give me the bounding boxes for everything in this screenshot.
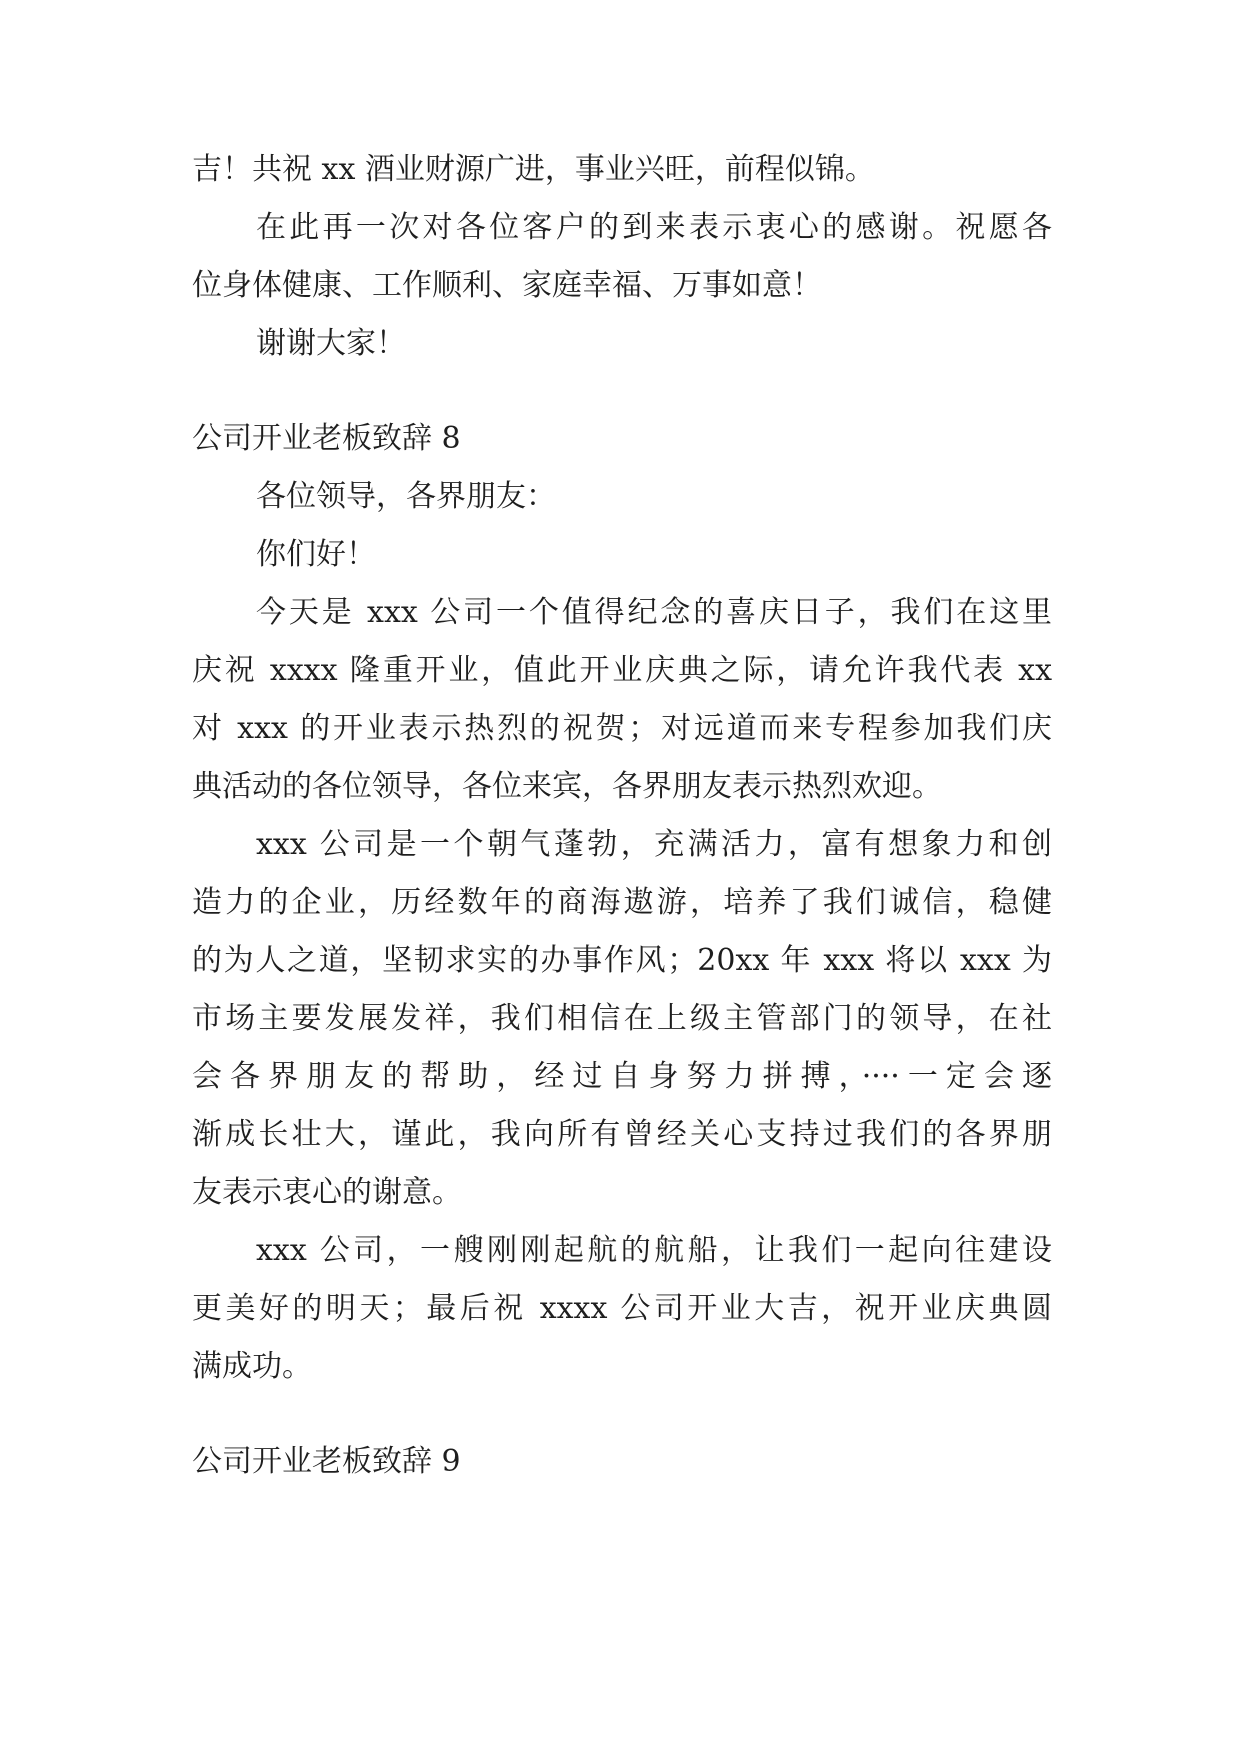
text-line: 在此再一次对各位客户的到来表示衷心的感谢。祝愿各	[256, 210, 1052, 245]
text-line: 各位领导，各界朋友：	[256, 479, 556, 514]
text-line: xxx 公司是一个朝气蓬勃，充满活力，富有想象力和创	[256, 827, 1052, 862]
text-line: 你们好！	[256, 537, 376, 572]
section-heading: 公司开业老板致辞 9	[192, 1444, 461, 1479]
text-line: 的为人之道，坚韧求实的办事作风；20xx 年 xxx 将以 xxx 为	[192, 943, 1052, 978]
section-heading: 公司开业老板致辞 8	[192, 421, 461, 456]
text-line: 更美好的明天；最后祝 xxxx 公司开业大吉，祝开业庆典圆	[192, 1291, 1052, 1326]
text-line: 今天是 xxx 公司一个值得纪念的喜庆日子，我们在这里	[256, 595, 1052, 630]
text-line: 友表示衷心的谢意。	[192, 1175, 462, 1210]
text-line: 位身体健康、工作顺利、家庭幸福、万事如意！	[192, 268, 822, 303]
text-line: 谢谢大家！	[256, 326, 406, 361]
text-line: 市场主要发展发祥，我们相信在上级主管部门的领导，在社	[192, 1001, 1052, 1036]
text-line: 满成功。	[192, 1349, 312, 1384]
text-line: 造力的企业，历经数年的商海遨游，培养了我们诚信，稳健	[192, 885, 1052, 920]
text-line: 渐成长壮大，谨此，我向所有曾经关心支持过我们的各界朋	[192, 1117, 1052, 1152]
text-line: 吉！共祝 xx 酒业财源广进，事业兴旺，前程似锦。	[192, 152, 875, 187]
text-line: 庆祝 xxxx 隆重开业，值此开业庆典之际，请允许我代表 xx	[192, 653, 1052, 688]
text-line: 会各界朋友的帮助，经过自身努力拼搏，····一定会逐	[192, 1059, 1052, 1094]
text-line: 典活动的各位领导，各位来宾，各界朋友表示热烈欢迎。	[192, 769, 942, 804]
text-line: 对 xxx 的开业表示热烈的祝贺；对远道而来专程参加我们庆	[192, 711, 1052, 746]
text-line: xxx 公司，一艘刚刚起航的航船，让我们一起向往建设	[256, 1233, 1052, 1268]
